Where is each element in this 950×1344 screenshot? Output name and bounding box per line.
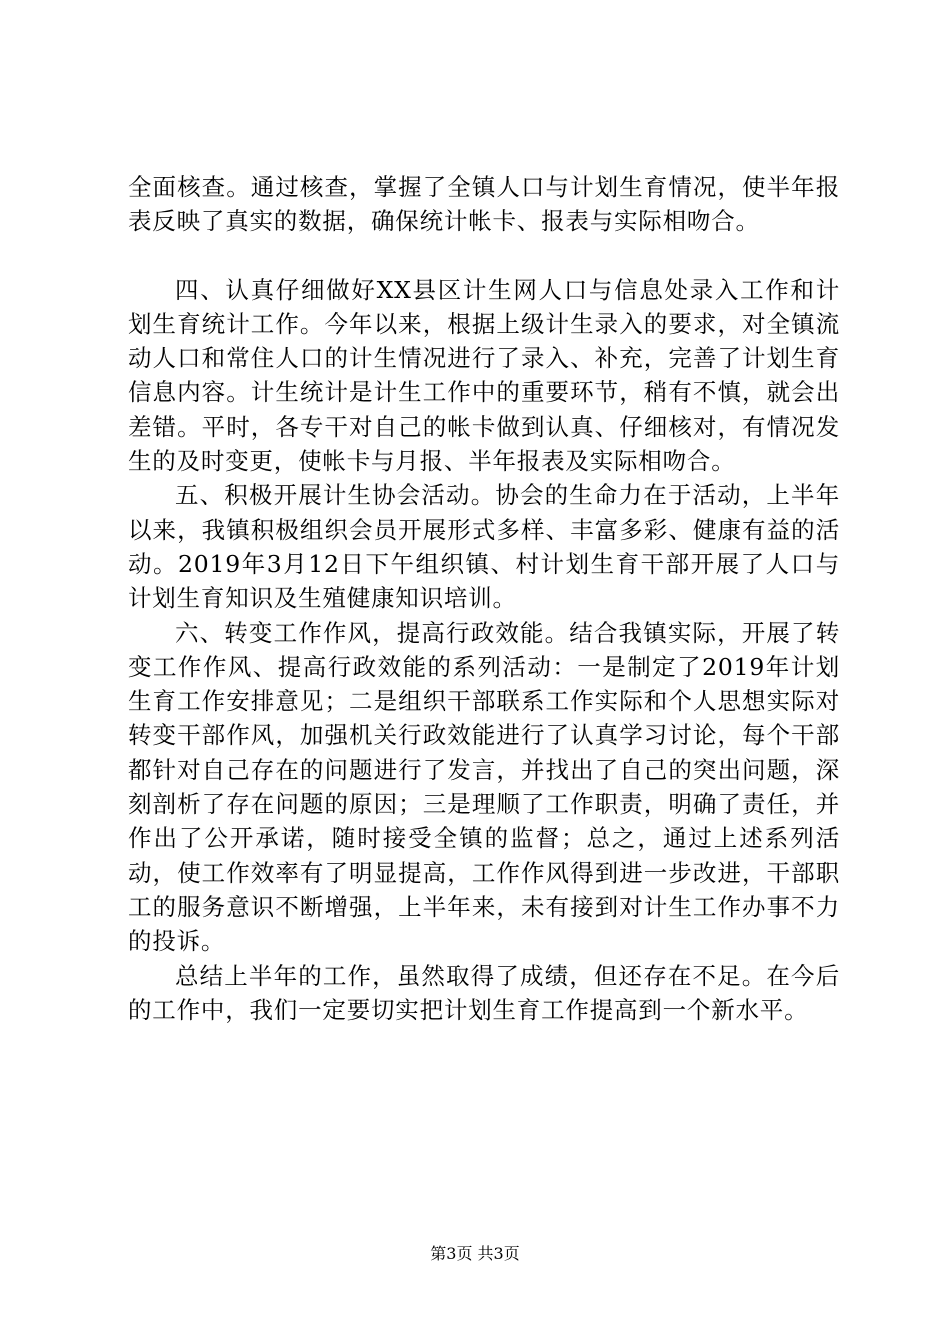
paragraph-summary: 总结上半年的工作，虽然取得了成绩，但还存在不足。在今后的工作中，我们一定要切实把计划生育工作提高到一个新水平。	[128, 961, 840, 1024]
page-number-footer: 第3页 共3页	[430, 1244, 520, 1263]
paragraph-section-six: 六、转变工作作风，提高行政效能。结合我镇实际，开展了转变工作作风、提高行政效能的系列活动：一是制定了2019年计划生育工作安排意见；二是组织干部联系工作实际和个人思想实际对转变干部作风，加强机关行政效能进行了认真学习讨论，每个干部都针对自己存在的问题进行了发言，并找出了自己的突出问题，深刻剖析了存在问题的原因；三是理顺了工作职责，明确了责任，并作出了公开承诺，随时接受全镇的监督；总之，通过上述系列活动，使工作效率有了明显提高，工作作风得到进一步改进，干部职工的服务意识不断增强，上半年来，未有接到对计生工作办事不力的投诉。	[128, 618, 840, 956]
paragraph-section-four: 四、认真仔细做好XX县区计生网人口与信息处录入工作和计划生育统计工作。今年以来，根据上级计生录入的要求，对全镇流动人口和常住人口的计生情况进行了录入、补充，完善了计划生育信息内容。计生统计是计生工作中的重要环节，稍有不慎，就会出差错。平时，各专干对自己的帐卡做到认真、仔细核对，有情况发生的及时变更，使帐卡与月报、半年报表及实际相吻合。	[128, 275, 840, 476]
paragraph-continuation: 全面核查。通过核查，掌握了全镇人口与计划生育情况，使半年报表反映了真实的数据，确保统计帐卡、报表与实际相吻合。	[128, 173, 840, 236]
paragraph-section-five: 五、积极开展计生协会活动。协会的生命力在于活动，上半年以来，我镇积极组织会员开展形式多样、丰富多彩、健康有益的活动。2019年3月12日下午组织镇、村计划生育干部开展了人口与计划生育知识及生殖健康知识培训。	[128, 481, 840, 613]
document-body	[128, 170, 840, 1027]
